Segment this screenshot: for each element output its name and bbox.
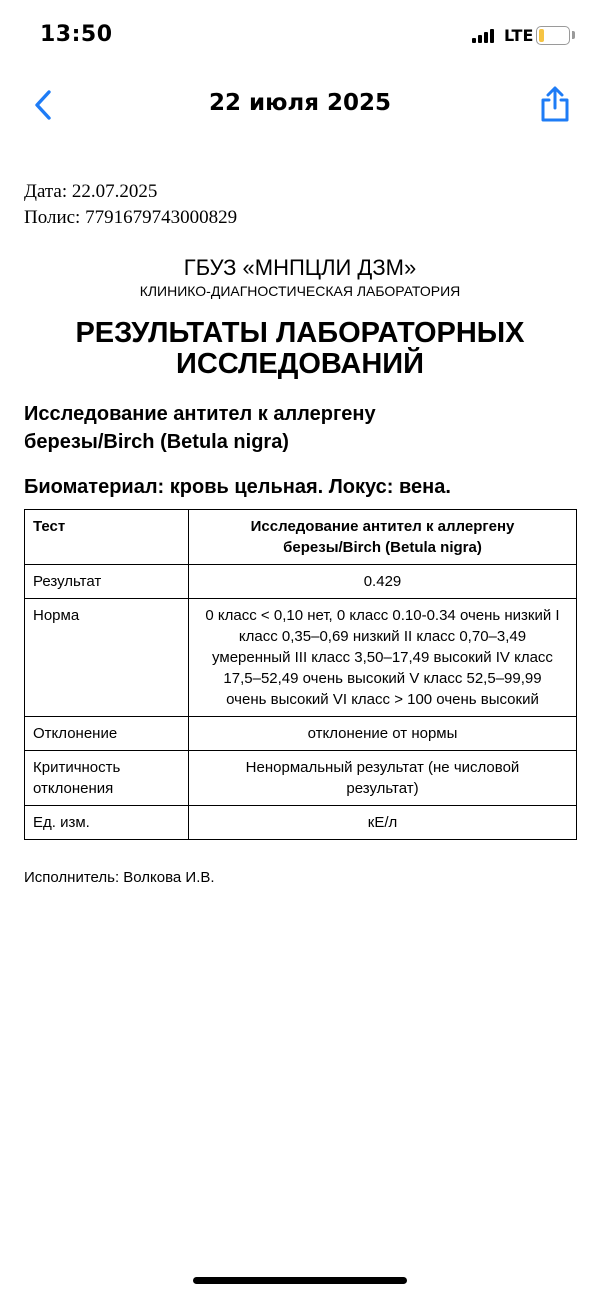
- table-row-deviation: [25, 717, 577, 751]
- organization-name: ГБУЗ «МНПЦЛИ ДЗМ»: [183, 255, 417, 280]
- header-label-cell: Тест: [25, 510, 189, 565]
- header-value-cell: [189, 510, 577, 565]
- header-value-line-1: Исследование антител к аллергену: [250, 518, 515, 535]
- document-title: [0, 318, 600, 380]
- study-title: [24, 400, 564, 456]
- table-row-result: [25, 565, 577, 599]
- study-title-line-1: Исследование антител к аллергену: [24, 403, 376, 425]
- share-icon: [538, 84, 572, 124]
- row-label: Критичность отклонения: [25, 751, 189, 806]
- row-value: Ненормальный результат (не числовой результат): [189, 751, 577, 806]
- row-value: 0.429: [189, 565, 577, 599]
- executor-name: Исполнитель: Волкова И.В.: [24, 869, 215, 886]
- battery-level: [539, 29, 544, 42]
- home-indicator[interactable]: [193, 1277, 407, 1284]
- table-header-row: [25, 510, 577, 565]
- row-value: кЕ/л: [189, 806, 577, 840]
- document-title-line-2: ИССЛЕДОВАНИЙ: [176, 348, 424, 380]
- row-value: отклонение от нормы: [189, 717, 577, 751]
- row-label: Ед. изм.: [25, 806, 189, 840]
- status-time: 13:50: [40, 22, 113, 47]
- policy-number: Полис: 7791679743000829: [24, 207, 238, 228]
- network-type: LTE: [504, 26, 534, 45]
- table-row-units: [25, 806, 577, 840]
- share-button[interactable]: [538, 84, 572, 124]
- header-value-line-2: березы/Birch (Betula nigra): [283, 539, 482, 556]
- row-label: Отклонение: [25, 717, 189, 751]
- row-value: 0 класс < 0,10 нет, 0 класс 0.10-0.34 очень низкий I класс 0,35–0,69 низкий II класс 0,70–3,49 умеренный III класс 3,50–17,49 высокий IV класс 17,5–52,49 очень высокий V класс 52,5–99,99 очень высокий VI класс > 100 очень высокий: [189, 599, 577, 717]
- table-row-criticality: [25, 751, 577, 806]
- laboratory-name: КЛИНИКО-ДИАГНОСТИЧЕСКАЯ ЛАБОРАТОРИЯ: [139, 283, 461, 299]
- table-row-norm: [25, 599, 577, 717]
- row-label: Результат: [25, 565, 189, 599]
- page-title: 22 июля 2025: [208, 90, 392, 116]
- battery-cap: [572, 31, 575, 39]
- results-table: [24, 509, 577, 840]
- study-title-line-2: березы/Birch (Betula nigra): [24, 431, 289, 453]
- cellular-signal-icon: [472, 29, 496, 43]
- document-date: Дата: 22.07.2025: [24, 181, 158, 202]
- battery-icon: [536, 26, 570, 45]
- row-label: Норма: [25, 599, 189, 717]
- document-title-line-1: РЕЗУЛЬТАТЫ ЛАБОРАТОРНЫХ: [75, 317, 525, 349]
- biomaterial-info: Биоматериал: кровь цельная. Локус: вена.: [24, 476, 451, 498]
